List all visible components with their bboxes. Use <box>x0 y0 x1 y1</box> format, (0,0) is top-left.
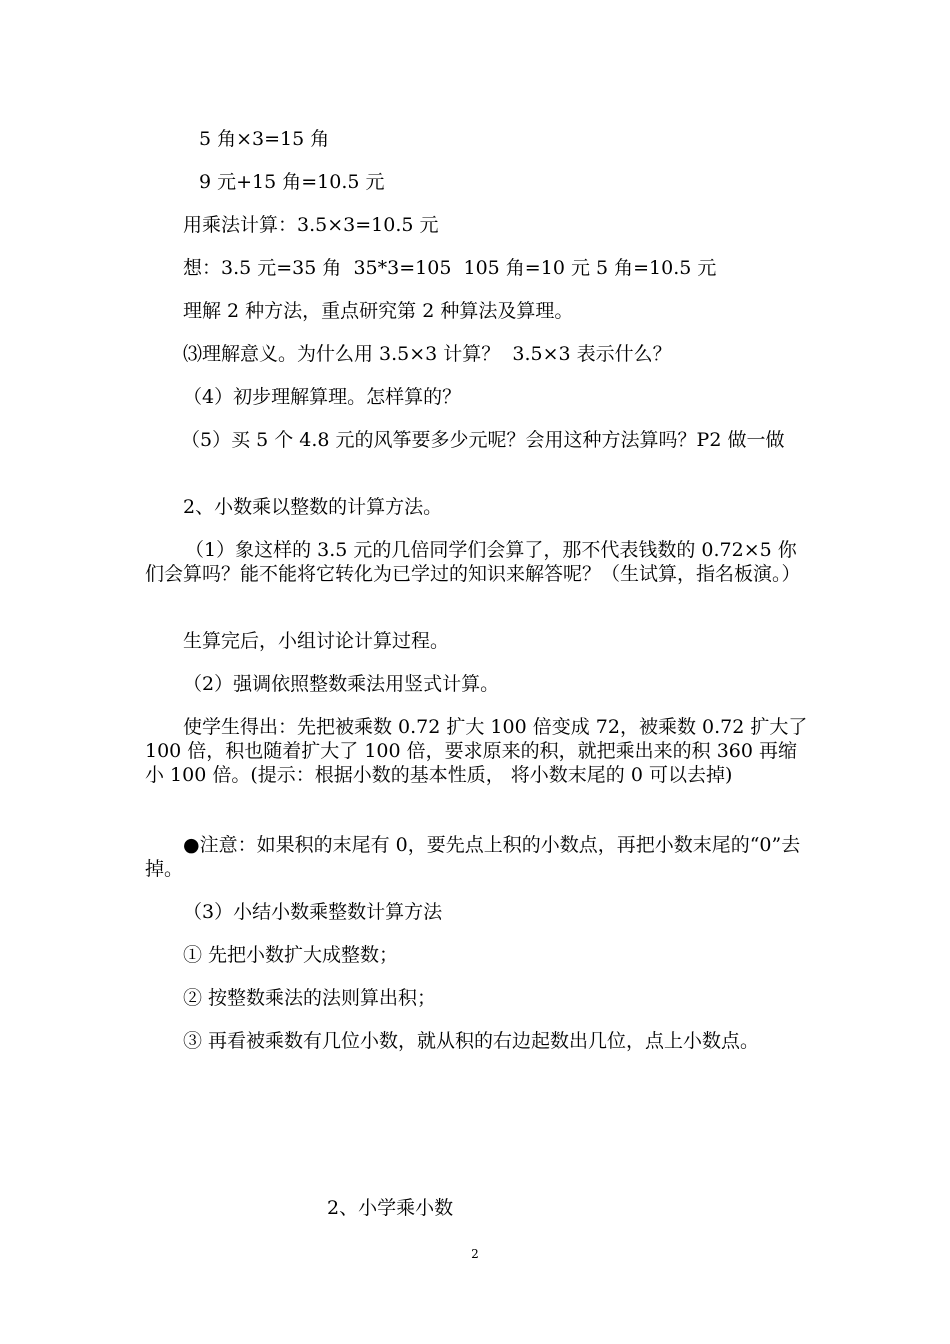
text-line: （4）初步理解算理。怎样算的？ <box>183 386 462 408</box>
page-number: 2 <box>471 1247 479 1261</box>
text-line: ① 先把小数扩大成整数； <box>183 944 399 966</box>
text-line: 理解 2 种方法，重点研究第 2 种算法及算理。 <box>183 300 574 322</box>
text-paragraph: （5）买 5 个 4.8 元的风筝要多少元呢？会用这种方法算吗？P2 做一做 <box>181 429 785 451</box>
text-paragraph: ③ 再看被乘数有几位小数，就从积的右边起数出几位，点上小数点。 <box>183 1030 760 1052</box>
text-line: 5 角×3=15 角 <box>199 128 330 150</box>
text-line: 想：3.5 元=35 角 35*3=105 105 角=10 元 5 角=10.5 元 <box>183 257 717 279</box>
text-line: （2）强调依照整数乘法用竖式计算。 <box>183 673 500 695</box>
text-line: 9 元+15 角=10.5 元 <box>199 171 385 193</box>
text-line: ⑶理解意义。为什么用 3.5×3 计算？ 3.5×3 表示什么？ <box>183 343 672 365</box>
text-line: ② 按整数乘法的法则算出积； <box>183 987 437 1009</box>
text-paragraph: 使学生得出：先把被乘数 0.72 扩大 100 倍变成 72，被乘数 0.72 扩大了 100 倍，积也随着扩大了 100 倍，要求原来的积，就把乘出来的积 360 再缩小 100 倍。(提示：根据小数的基本性质， 将小数末尾的 0 可以去掉) <box>145 716 808 786</box>
section-heading: 2、小学乘小数 <box>327 1197 454 1219</box>
text-line: （3）小结小数乘整数计算方法 <box>183 901 443 923</box>
text-line: 用乘法计算：3.5×3=10.5 元 <box>183 214 439 236</box>
text-paragraph: ●注意：如果积的末尾有 0，要先点上积的小数点，再把小数末尾的“0”去掉。 <box>145 834 801 880</box>
text-paragraph: （1）象这样的 3.5 元的几倍同学们会算了，那不代表钱数的 0.72×5 你们会算吗？能不能将它转化为已学过的知识来解答呢？（生试算，指名板演。） <box>145 539 801 585</box>
text-line: 生算完后，小组讨论计算过程。 <box>183 630 450 652</box>
text-line: 2、小数乘以整数的计算方法。 <box>183 496 443 518</box>
